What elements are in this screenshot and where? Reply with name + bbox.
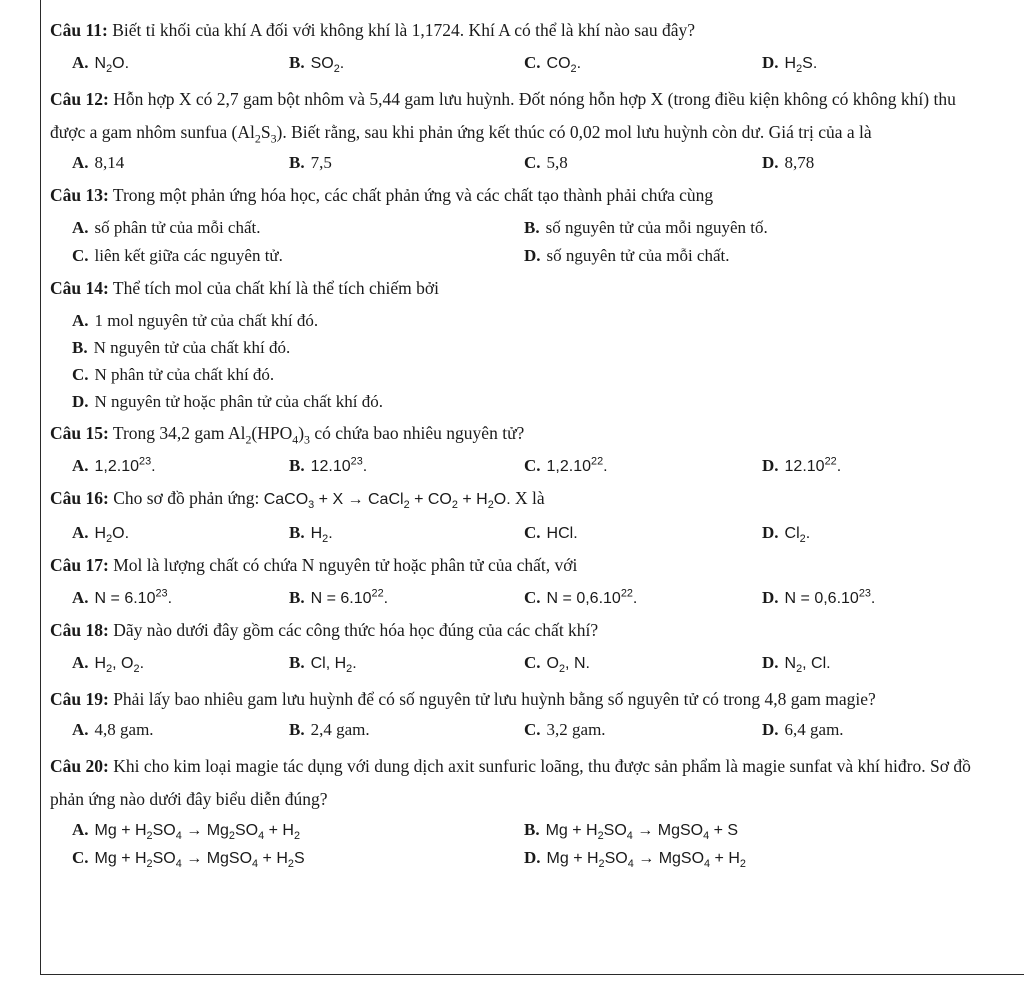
question-title: Câu 19: Phải lấy bao nhiêu gam lưu huỳnh để có số nguyên tử lưu huỳnh bằng số nguyên tử có trong 4,8 gam magie? — [50, 689, 876, 709]
option-b[interactable]: B. $Mg + H_2SO_4$ → MgSO$_4$ + S — [524, 820, 739, 843]
option-c[interactable]: C. N phân tử của chất khí đó. — [72, 365, 275, 384]
option-d[interactable]: D. số nguyên tử của mỗi chất. — [524, 246, 730, 265]
question-number: Câu 19: — [50, 689, 109, 709]
options-row — [50, 454, 1010, 478]
option-b[interactable]: B. số nguyên tử của mỗi nguyên tố. — [524, 218, 768, 237]
options-row — [50, 51, 1010, 75]
question-title — [50, 18, 1010, 42]
options-row — [50, 521, 1010, 545]
question-title: Câu 13: Trong một phản ứng hóa học, các chất phản ứng và các chất tạo thành phải chứa cùng — [50, 185, 714, 205]
question-17 — [50, 553, 1010, 610]
option-b[interactable]: B. N nguyên tử của chất khí đó. — [72, 338, 291, 357]
options-row — [50, 586, 1010, 610]
question-title: Câu 12: Hỗn hợp X có 2,7 gam bột nhôm và 5,44 gam lưu huỳnh. Đốt nóng hỗn hợp X (trong điều kiện không có không khí) thu được a gam nhôm sunfua $(Al_2S_3)$. Biết rằng, sau khi phản ứng kết thúc có 0,02 mol lưu huỳnh còn dư. Giá trị của a là — [50, 89, 956, 146]
question-title: Câu 15: Trong 34,2 gam $Al_2(HPO_4)_3$ có chứa bao nhiêu nguyên tử? — [50, 423, 525, 447]
reaction-equation: CaCO$_3$ + X → CaCl$_2$ + $CO_2 + H_2O$. — [263, 491, 511, 512]
option-b[interactable]: B. Cl, $H_2$. — [289, 653, 357, 676]
option-d[interactable]: D. $N_2$, Cl. — [762, 653, 831, 676]
question-15 — [50, 421, 1010, 478]
question-title: Câu 14: Thể tích mol của chất khí là thể tích chiếm bởi — [50, 278, 439, 298]
option-d[interactable]: D. 8,78 — [762, 153, 815, 172]
options-row — [50, 216, 1010, 240]
question-number: Câu 17: — [50, 555, 109, 575]
option-c[interactable]: C. liên kết giữa các nguyên tử. — [72, 246, 283, 265]
question-20 — [50, 750, 1010, 870]
option-c[interactable]: C. $O_2$, N. — [524, 653, 590, 676]
question-number: Câu 18: — [50, 620, 109, 640]
question-19 — [50, 683, 1010, 742]
question-11 — [50, 18, 1010, 75]
question-18 — [50, 618, 1010, 675]
option-c[interactable]: C. 1,2.10$^{22}$. — [524, 455, 608, 475]
option-c[interactable]: C. $N = 0,6.10^{22}$. — [524, 587, 638, 607]
option-a[interactable]: A. 1,2.10$^{23}$. — [72, 455, 156, 475]
option-d[interactable]: D. $N = 0,6.10^{23}$. — [762, 587, 876, 607]
option-c[interactable]: C. $Mg + H_2SO_4$ → MgSO$_4$ + $H_2S$ — [72, 848, 305, 871]
options-row — [50, 244, 1010, 268]
option-a[interactable]: A. số phân tử của mỗi chất. — [72, 218, 261, 237]
option-a[interactable]: A. $N = 6.10^{23}$. — [72, 587, 173, 607]
option-c[interactable]: C. HCl. — [524, 523, 578, 542]
option-a[interactable]: A. $H_2O$. — [72, 523, 130, 546]
option-b[interactable]: B. 2,4 gam. — [289, 720, 370, 739]
option-c[interactable]: C. 3,2 gam. — [524, 720, 606, 739]
option-d[interactable]: D. $Cl_2$. — [762, 523, 811, 546]
question-title: Câu 20: Khi cho kim loại magie tác dụng với dung dịch axit sunfuric loãng, thu được sản phẩm là magie sunfat và khí hiđro. Sơ đồ phản ứng nào dưới đây biểu diễn đúng? — [50, 756, 971, 809]
option-a[interactable]: A. 1 mol nguyên tử của chất khí đó. — [72, 311, 319, 330]
option-b[interactable]: B. 12.10$^{23}$. — [289, 455, 368, 475]
option-d[interactable]: D. 6,4 gam. — [762, 720, 844, 739]
options-row — [50, 718, 1010, 742]
option-b[interactable]: B. 7,5 — [289, 153, 332, 172]
question-number: Câu 20: — [50, 756, 109, 776]
option-d[interactable]: D. $H_2S$. — [762, 53, 818, 76]
options-row — [50, 846, 1010, 870]
option-b[interactable]: B. $H_2$. — [289, 523, 333, 546]
question-text: Biết tỉ khối của khí A đối với không khí là 1,1724. Khí A có thể là khí nào sau đây? — [112, 20, 696, 40]
option-a[interactable]: A. 8,14 — [72, 153, 125, 172]
option-d[interactable]: D. $Mg + H_2SO_4$ → MgSO$_4$ + $H_2$ — [524, 848, 746, 871]
option-d[interactable]: D. N nguyên tử hoặc phân tử của chất khí đó. — [72, 392, 383, 411]
option-d[interactable]: D. 12.10$^{22}$. — [762, 455, 842, 475]
question-14 — [50, 276, 1010, 414]
option-b[interactable]: B. $N = 6.10^{22}$. — [289, 587, 389, 607]
option-a[interactable]: A. $H_2$, $O_2$. — [72, 653, 145, 676]
question-12 — [50, 83, 1010, 175]
options-row — [50, 151, 1010, 175]
question-number: Câu 15: — [50, 423, 109, 443]
question-title: Câu 18: Dãy nào dưới đây gồm các công thức hóa học đúng của các chất khí? — [50, 620, 599, 640]
option-a[interactable]: A. $N_2O$. — [72, 53, 130, 76]
options-row — [50, 818, 1010, 842]
question-13 — [50, 183, 1010, 268]
option-c[interactable]: C. $CO_2$. — [524, 53, 582, 76]
option-c[interactable]: C. 5,8 — [524, 153, 568, 172]
question-number: Câu 13: — [50, 185, 109, 205]
question-16 — [50, 486, 1010, 545]
quiz-page — [50, 18, 1010, 874]
question-number: Câu 16: — [50, 488, 109, 508]
question-title: Câu 17: Mol là lượng chất có chứa N nguyên tử hoặc phân tử của chất, với — [50, 555, 578, 575]
option-a[interactable]: A. $Mg + H_2SO_4 \to Mg_2SO_4 + H_2$ — [72, 820, 301, 843]
question-number: Câu 14: — [50, 278, 109, 298]
question-number: Câu 11: — [50, 20, 108, 40]
question-number: Câu 12: — [50, 89, 109, 109]
option-b[interactable]: B. $SO_2$. — [289, 53, 345, 76]
question-title: Câu 16: Cho sơ đồ phản ứng: CaCO$_3$ + X → CaCl$_2$ + $CO_2 + H_2O$. X là — [50, 488, 545, 512]
options-row — [50, 651, 1010, 675]
option-a[interactable]: A. 4,8 gam. — [72, 720, 154, 739]
